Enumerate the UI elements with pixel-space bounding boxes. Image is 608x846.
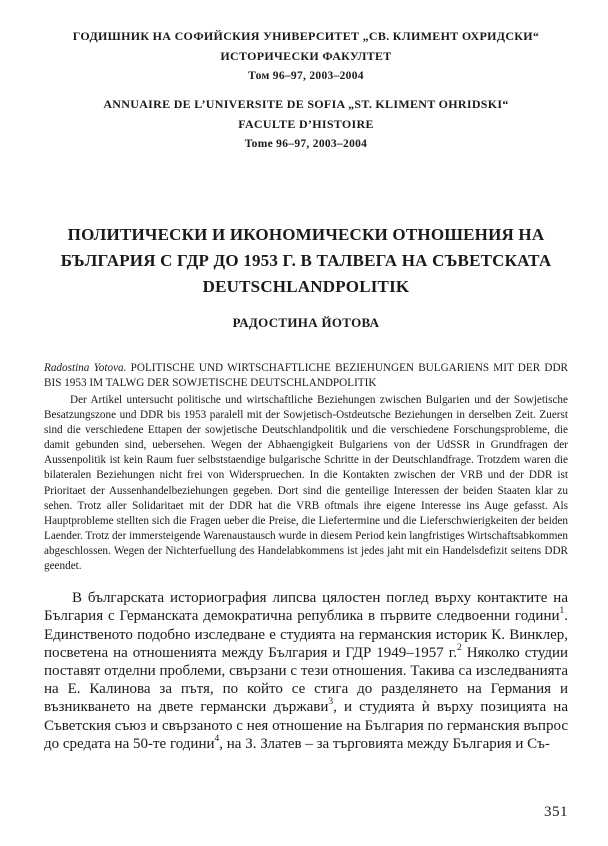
abstract-title-german: POLITISCHE UND WIRTSCHAFTLICHE BEZIEHUNGEN BULGARIENS MIT DER DDR BIS 1953 IM TALWG DER SOWJETISCHE DEUTSCHLANDPOLITIK xyxy=(44,362,568,389)
intro-paragraph xyxy=(44,589,568,753)
paragraph-text-1: В българската историография липсва цялостен поглед върху контактите на България с Германската демократична република в първите следвоенни години xyxy=(44,590,568,625)
article-body xyxy=(44,589,568,753)
paragraph-text-5: , на З. Златев – за търговията между България и Съ- xyxy=(219,735,550,752)
masthead-university-fr: ANNUAIRE DE L’UNIVERSITE DE SOFIA „ST. KLIMENT OHRIDSKI“ xyxy=(103,97,509,111)
masthead xyxy=(44,26,568,154)
masthead-faculty-bg: ИСТОРИЧЕСКИ ФАКУЛТЕТ xyxy=(220,49,392,63)
paragraph-text-3: Няколко студии поставят отделни проблеми, свързани с тези отношения. Такива са изследванията на Е. Калинова за пътя, по който се стига до разделянето на Германия и възникването на двете германски държави xyxy=(44,644,569,716)
abstract-body: Der Artikel untersucht politische und wirtschaftliche Beziehungen zwischen Bulgarien und der Sowjetische Besatzungszone und DDR bis 1953 paralell mit der Sowjetisch-Ostdeutsche Beziehungen in derselben Zeit. Zuerst sind die verschiedene Ettapen der sowjetische Deutschlandpolitik und die verschiedene Forschungsprobleme, die damit gebunden sind, uebersehen. Wegen der Abhaengigkeit Bulgariens von der UdSSR in Grundfragen der Aussenpolitik ist kein Raum fuer selbststaendige bulgarische Schritte in der Deutschlandfrage. Trotzdem waren die bilateralen Beziehungen nicht frei von Widerspruechen. In die Kontakten zwischen der VRB und der DDR ist Prioritaet der Aussenhandelbeziehungen gegeben. Dort sind die genteilige Interessen der beiden Staaten klar zu sehen. Trotz aller Solidaritaet mit der DDR hat die VRB oftmals ihre eigene Interesse ins Auge gefasst. Als Hauptprobleme stellten sich die Fragen ueber die Preise, die Liefertermine und die Lieferschwierigkeiten der beiden Laender. Trotz der immersteigende Warenaustausch wurde in diesem Period kein langfristiges Wirtschaftsabkommen abgeschlossen. Wegen der Nichterfuellung des Handelabkommens ist jedes jaht mit ein Handelsdefizit seitens DDR geendet. xyxy=(44,394,568,573)
footnote-ref-4: 4 xyxy=(214,733,220,744)
footnote-ref-1: 1 xyxy=(559,606,565,617)
abstract-author-latin: Radostina Yotova. xyxy=(44,362,127,374)
page-number: 351 xyxy=(544,804,568,820)
footnote-ref-2: 2 xyxy=(456,642,462,653)
paragraph-text-4: , и студията ѝ върху позицията на Съветския съюз и свързаното с нея отношение на България по германския въпрос до средата на 50-те години xyxy=(44,699,568,752)
masthead-volume-fr: Tome 96–97, 2003–2004 xyxy=(244,138,368,150)
abstract-section xyxy=(44,361,568,574)
masthead-volume-bg: Том 96–97, 2003–2004 xyxy=(248,70,364,82)
abstract-heading xyxy=(44,361,568,391)
article-title: ПОЛИТИЧЕСКИ И ИКОНОМИЧЕСКИ ОТНОШЕНИЯ НА БЪЛГАРИЯ С ГДР ДО 1953 Г. В ТАЛВЕГА НА СЪВЕТСКАТА DEUTSCHLANDPOLITIK xyxy=(60,225,552,296)
masthead-faculty-fr: FACULTE D’HISTOIRE xyxy=(238,117,374,131)
article-author: РАДОСТИНА ЙОТОВА xyxy=(232,315,380,330)
footnote-ref-3: 3 xyxy=(328,697,334,708)
paragraph-text-2: . Единственото подобно изследване е студията на германския историк К. Винклер, посветена на отношенията между България и ГДР 1949–1957 г. xyxy=(44,608,568,661)
masthead-university-bg: ГОДИШНИК НА СОФИЙСКИЯ УНИВЕРСИТЕТ „СВ. КЛИМЕНТ ОХРИДСКИ“ xyxy=(72,29,540,43)
